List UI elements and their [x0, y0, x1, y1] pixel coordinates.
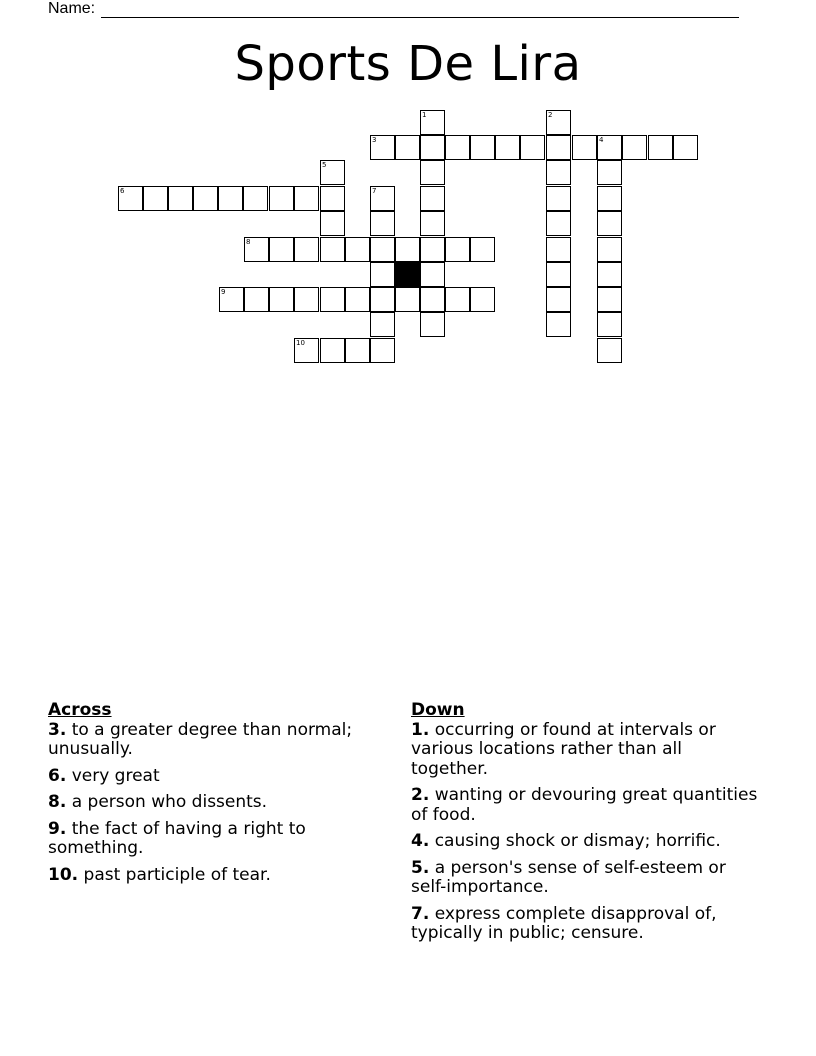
clue-across-6: [48, 767, 393, 787]
grid-cell[interactable]: [648, 135, 673, 160]
grid-cell[interactable]: [546, 211, 571, 236]
grid-cell[interactable]: [597, 287, 622, 312]
grid-cell[interactable]: [370, 312, 395, 337]
clue-across-8: [48, 793, 393, 813]
grid-cell[interactable]: [420, 312, 445, 337]
grid-cell[interactable]: [345, 237, 370, 262]
grid-cell[interactable]: [546, 186, 571, 211]
grid-cell[interactable]: [470, 135, 495, 160]
clue-number-label: 10: [296, 339, 305, 347]
grid-cell[interactable]: [597, 237, 622, 262]
grid-cell[interactable]: [320, 186, 345, 211]
grid-cell[interactable]: [219, 287, 244, 312]
clue-text: the fact of having a right to something.: [48, 818, 306, 858]
clue-text: occurring or found at intervals or various locations rather than all together.: [411, 719, 716, 779]
clue-text: very great: [71, 765, 160, 786]
grid-cell[interactable]: [118, 186, 143, 211]
grid-cell[interactable]: [294, 287, 319, 312]
grid-cell[interactable]: [370, 262, 395, 287]
grid-cell[interactable]: [269, 237, 294, 262]
grid-cell[interactable]: [546, 312, 571, 337]
grid-cell[interactable]: [546, 237, 571, 262]
grid-cell[interactable]: [546, 135, 571, 160]
grid-cell[interactable]: [320, 237, 345, 262]
clue-number: 7.: [411, 903, 430, 924]
clue-across-10: [48, 866, 393, 886]
clue-number-label: 3: [372, 136, 377, 144]
grid-cell[interactable]: [370, 135, 395, 160]
grid-cell[interactable]: [520, 135, 545, 160]
grid-cell[interactable]: [320, 160, 345, 185]
grid-cell[interactable]: [420, 110, 445, 135]
grid-cell[interactable]: [597, 211, 622, 236]
grid-cell[interactable]: [168, 186, 193, 211]
clue-text: wanting or devouring great quantities of food.: [411, 785, 758, 825]
grid-cell[interactable]: [572, 135, 597, 160]
clue-number: 3.: [48, 719, 67, 740]
grid-cell[interactable]: [546, 160, 571, 185]
grid-cell[interactable]: [244, 287, 269, 312]
grid-cell[interactable]: [470, 287, 495, 312]
black-cell: [395, 262, 420, 287]
clue-across-9: [48, 820, 393, 859]
grid-cell[interactable]: [370, 186, 395, 211]
grid-cell[interactable]: [445, 237, 470, 262]
page-title: Sports De Lira: [234, 36, 582, 92]
grid-cell[interactable]: [597, 312, 622, 337]
grid-cell[interactable]: [420, 237, 445, 262]
clue-number: 10.: [48, 864, 79, 885]
grid-cell[interactable]: [420, 287, 445, 312]
grid-cell[interactable]: [370, 211, 395, 236]
clue-number: 6.: [48, 765, 67, 786]
grid-cell[interactable]: [597, 186, 622, 211]
across-heading: Across: [48, 700, 112, 720]
grid-cell[interactable]: [420, 135, 445, 160]
grid-cell[interactable]: [597, 338, 622, 363]
clue-number: 5.: [411, 857, 430, 878]
clue-number: 1.: [411, 719, 430, 740]
clue-number: 2.: [411, 785, 430, 805]
grid-cell[interactable]: [546, 287, 571, 312]
grid-cell[interactable]: [243, 186, 268, 211]
clue-text: past participle of tear.: [83, 864, 271, 885]
grid-cell[interactable]: [395, 287, 420, 312]
grid-cell[interactable]: [420, 186, 445, 211]
grid-cell[interactable]: [143, 186, 168, 211]
grid-cell[interactable]: [546, 262, 571, 287]
clue-text: a person who dissents.: [71, 792, 268, 812]
clue-number: 8.: [48, 792, 67, 812]
grid-cell[interactable]: [597, 262, 622, 287]
grid-cell[interactable]: [395, 237, 420, 262]
grid-cell[interactable]: [294, 237, 319, 262]
clue-down-2: [411, 786, 761, 825]
clue-number-label: 1: [422, 111, 427, 119]
grid-cell[interactable]: [345, 338, 370, 363]
grid-cell[interactable]: [546, 110, 571, 135]
grid-cell[interactable]: [320, 287, 345, 312]
crossword-grid: [0, 0, 816, 400]
clue-text: express complete disapproval of, typically in public; censure.: [411, 903, 717, 943]
across-clues: [48, 701, 393, 892]
grid-cell[interactable]: [269, 287, 294, 312]
grid-cell[interactable]: [597, 135, 622, 160]
grid-cell[interactable]: [622, 135, 647, 160]
clue-down-7: [411, 905, 761, 944]
clue-across-3: [48, 721, 393, 760]
grid-cell[interactable]: [420, 160, 445, 185]
grid-cell[interactable]: [470, 237, 495, 262]
grid-cell[interactable]: [218, 186, 243, 211]
grid-cell[interactable]: [294, 186, 319, 211]
clue-text: to a greater degree than normal; unusually.: [48, 719, 353, 759]
grid-cell[interactable]: [345, 287, 370, 312]
grid-cell[interactable]: [673, 135, 698, 160]
clue-number: 9.: [48, 818, 67, 839]
grid-cell[interactable]: [193, 186, 218, 211]
grid-cell[interactable]: [445, 287, 470, 312]
grid-cell[interactable]: [420, 211, 445, 236]
clue-number-label: 7: [372, 187, 377, 195]
grid-cell[interactable]: [370, 338, 395, 363]
grid-cell[interactable]: [420, 262, 445, 287]
clue-down-1: [411, 721, 761, 780]
clue-number-label: 8: [246, 238, 251, 246]
clue-down-4: [411, 832, 761, 852]
grid-cell[interactable]: [395, 135, 420, 160]
grid-cell[interactable]: [244, 237, 269, 262]
clue-number: 4.: [411, 831, 430, 851]
grid-cell[interactable]: [495, 135, 520, 160]
clue-text: causing shock or dismay; horrific.: [434, 831, 721, 851]
grid-cell[interactable]: [370, 287, 395, 312]
clue-number-label: 5: [322, 161, 327, 169]
name-label: Name:: [48, 0, 96, 17]
grid-cell[interactable]: [445, 135, 470, 160]
grid-cell[interactable]: [269, 186, 294, 211]
clue-number-label: 6: [120, 187, 125, 195]
clue-text: a person's sense of self-esteem or self-importance.: [411, 857, 726, 897]
down-heading: Down: [411, 700, 465, 720]
grid-cell[interactable]: [370, 237, 395, 262]
clue-down-5: [411, 859, 761, 898]
grid-cell[interactable]: [320, 211, 345, 236]
grid-cell[interactable]: [597, 160, 622, 185]
grid-cell[interactable]: [320, 338, 345, 363]
clue-number-label: 9: [221, 288, 226, 296]
clue-number-label: 2: [548, 111, 553, 119]
clue-number-label: 4: [599, 136, 604, 144]
grid-cell[interactable]: [294, 338, 319, 363]
down-clues: [411, 701, 761, 951]
